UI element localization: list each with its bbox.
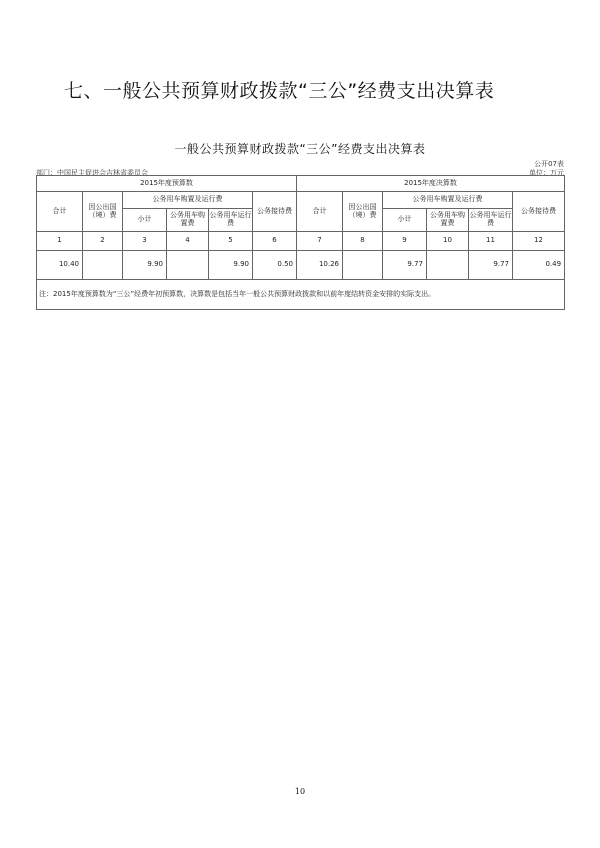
- budget-total-header: 合计: [37, 192, 83, 232]
- budget-operation-header: 公务用车运行费: [209, 209, 253, 232]
- value-row: [37, 251, 565, 280]
- budget-reception-header: 公务接待费: [253, 192, 297, 232]
- department-label: 部门：中国民主促进会吉林省委员会: [36, 169, 148, 177]
- column-number: 12: [513, 232, 565, 251]
- final-subtotal-value: 9.77: [383, 251, 427, 280]
- table-title: 一般公共预算财政拨款“三公”经费支出决算表: [174, 142, 426, 156]
- budget-reception-value: 0.50: [253, 251, 297, 280]
- final-total-header: 合计: [297, 192, 343, 232]
- final-operation-value: 9.77: [469, 251, 513, 280]
- note-row: [37, 280, 565, 310]
- form-number: 公开07表: [534, 160, 564, 168]
- column-number: 4: [167, 232, 209, 251]
- column-number: 8: [343, 232, 383, 251]
- column-number-row: [37, 232, 565, 251]
- final-subtotal-header: 小计: [383, 209, 427, 232]
- budget-operation-value: 9.90: [209, 251, 253, 280]
- final-vehicle-group-header: 公务用车购置及运行费: [383, 192, 513, 209]
- budget-subtotal-header: 小计: [123, 209, 167, 232]
- final-operation-header: 公务用车运行费: [469, 209, 513, 232]
- table-note: 注：2015年度预算数为“三公”经费年初预算数，决算数是包括当年一般公共预算财政拨款和以前年度结转资金安排的实际支出。: [37, 280, 565, 310]
- final-reception-value: 0.49: [513, 251, 565, 280]
- column-number: 2: [83, 232, 123, 251]
- final-group-header: 2015年度决算数: [297, 176, 565, 192]
- column-number: 3: [123, 232, 167, 251]
- budget-group-header: 2015年度预算数: [37, 176, 297, 192]
- page-number: 10: [294, 787, 306, 796]
- final-abroad-header: 因公出国（境）费: [343, 192, 383, 232]
- budget-purchase-header: 公务用车购置费: [167, 209, 209, 232]
- column-number: 7: [297, 232, 343, 251]
- column-number: 11: [469, 232, 513, 251]
- budget-purchase-value: [167, 251, 209, 280]
- budget-vehicle-group-header: 公务用车购置及运行费: [123, 192, 253, 209]
- column-number: 10: [427, 232, 469, 251]
- group-header-row: [37, 176, 565, 192]
- budget-abroad-value: [83, 251, 123, 280]
- three-public-expense-table: [36, 175, 565, 310]
- column-number: 9: [383, 232, 427, 251]
- final-reception-header: 公务接待费: [513, 192, 565, 232]
- column-number: 6: [253, 232, 297, 251]
- final-total-value: 10.26: [297, 251, 343, 280]
- budget-total-value: 10.40: [37, 251, 83, 280]
- unit-label: 单位：万元: [529, 169, 564, 177]
- section-heading: 七、一般公共预算财政拨款“三公”经费支出决算表: [64, 80, 495, 102]
- final-purchase-header: 公务用车购置费: [427, 209, 469, 232]
- budget-subtotal-value: 9.90: [123, 251, 167, 280]
- budget-abroad-header: 因公出国（境）费: [83, 192, 123, 232]
- final-abroad-value: [343, 251, 383, 280]
- column-number: 5: [209, 232, 253, 251]
- column-number: 1: [37, 232, 83, 251]
- final-purchase-value: [427, 251, 469, 280]
- sub-header-row: [37, 192, 565, 209]
